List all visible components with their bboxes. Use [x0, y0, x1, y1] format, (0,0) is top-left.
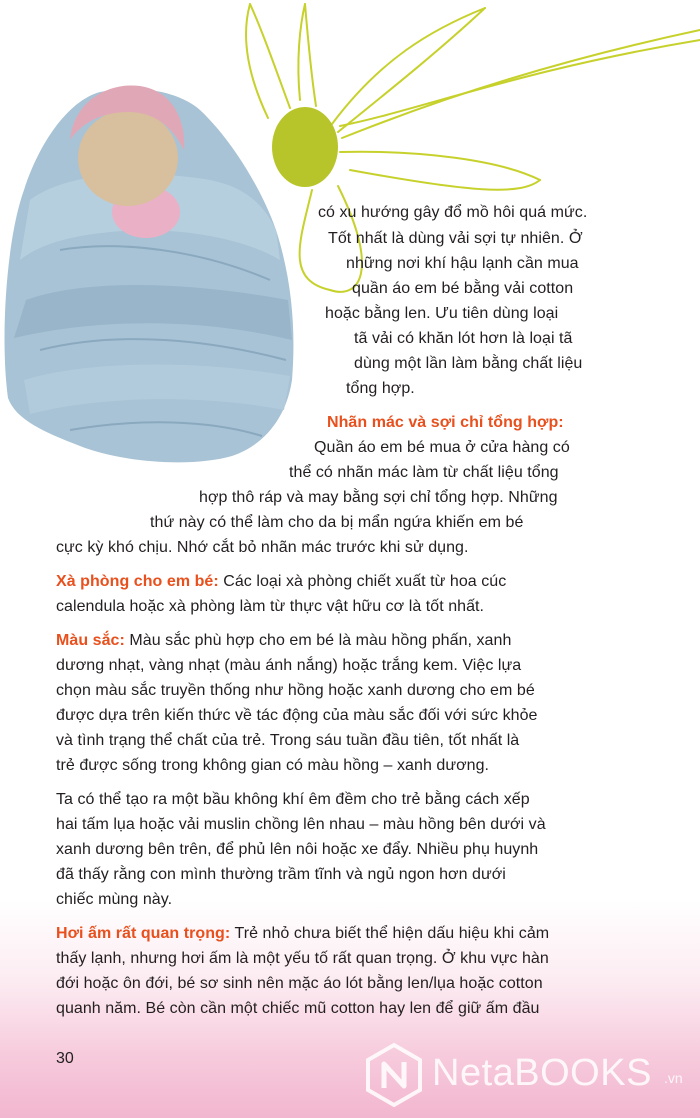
text-line: hoặc bằng len. Ưu tiên dùng loại	[325, 305, 559, 322]
text-line: Ta có thể tạo ra một bầu không khí êm đềm cho trẻ bằng cách xếp	[56, 791, 530, 808]
text-line: cực kỳ khó chịu. Nhớ cắt bỏ nhãn mác trước khi sử dụng.	[56, 539, 469, 556]
text-line: hai tấm lụa hoặc vải muslin chồng lên nhau – màu hồng bên dưới và	[56, 816, 546, 833]
text-line: Quần áo em bé mua ở cửa hàng có	[314, 439, 570, 456]
text-line: thấy lạnh, nhưng hơi ấm là một yếu tố rất quan trọng. Ở khu vực hàn	[56, 950, 549, 967]
section-heading-soap: Xà phòng cho em bé:	[56, 573, 219, 590]
text-line: đới hoặc ôn đới, bé sơ sinh nên mặc áo lót bằng len/lụa hoặc cotton	[56, 975, 543, 992]
text-line: xanh dương bên trên, để phủ lên nôi hoặc xe đẩy. Nhiều phụ huynh	[56, 841, 539, 858]
section-heading-labels: Nhãn mác và sợi chỉ tổng hợp:	[327, 414, 564, 431]
color-text: Màu sắc phù hợp cho em bé là màu hồng phấn, xanh	[124, 632, 512, 649]
paragraph-warmth	[56, 922, 549, 946]
text-line: có xu hướng gây đổ mồ hôi quá mức.	[318, 204, 588, 221]
page-number: 30	[56, 1050, 74, 1067]
text-line: tã vải có khăn lót hơn là loại tã	[354, 330, 573, 347]
text-line: dùng một lần làm bằng chất liệu	[354, 355, 583, 372]
netabooks-logo-icon	[364, 1042, 424, 1108]
text-line: quần áo em bé bằng vải cotton	[352, 280, 574, 297]
section-heading-warmth: Hơi ấm rất quan trọng:	[56, 925, 231, 942]
text-line: hợp thô ráp và may bằng sợi chỉ tổng hợp. Những	[199, 489, 558, 506]
text-line: calendula hoặc xà phòng làm từ thực vật hữu cơ là tốt nhất.	[56, 598, 485, 615]
paragraph-color	[56, 629, 511, 653]
flower-center	[272, 107, 338, 187]
text-line: chọn màu sắc truyền thống như hồng hoặc xanh dương cho em bé	[56, 682, 535, 699]
text-line: Tốt nhất là dùng vải sợi tự nhiên. Ở	[328, 230, 583, 247]
text-line: dương nhạt, vàng nhạt (màu ánh nắng) hoặc trắng kem. Việc lựa	[56, 657, 522, 674]
watermark-suffix: .vn	[664, 1070, 683, 1086]
text-line: chiếc mùng này.	[56, 891, 173, 908]
text-line: và tình trạng thể chất của trẻ. Trong sáu tuần đầu tiên, tốt nhất là	[56, 732, 520, 749]
text-line: quanh năm. Bé còn cần một chiếc mũ cotton hay len để giữ ấm đầu	[56, 1000, 540, 1017]
netabooks-watermark	[364, 1040, 694, 1110]
text-line: trẻ được sống trong không gian có màu hồng – xanh dương.	[56, 757, 490, 774]
text-line: những nơi khí hậu lạnh cần mua	[346, 255, 579, 272]
text-line: thứ này có thể làm cho da bị mẩn ngứa khiến em bé	[150, 514, 524, 531]
text-line: đã thấy rằng con mình thường trầm tĩnh và ngủ ngon hơn dưới	[56, 866, 506, 883]
text-line: thể có nhãn mác làm từ chất liệu tổng	[289, 464, 559, 481]
watermark-text: NetaBOOKS	[432, 1052, 652, 1094]
swaddled-doll-photo	[5, 85, 294, 462]
soap-text: Các loại xà phòng chiết xuất từ hoa cúc	[218, 573, 507, 590]
section-heading-color: Màu sắc:	[56, 632, 125, 649]
warmth-text: Trẻ nhỏ chưa biết thể hiện dấu hiệu khi cảm	[230, 925, 550, 942]
text-line: tổng hợp.	[346, 380, 415, 397]
paragraph-soap	[56, 570, 506, 594]
text-line: được dựa trên kiến thức về tác động của màu sắc đối với sức khỏe	[56, 707, 538, 724]
doll-face	[78, 110, 178, 206]
